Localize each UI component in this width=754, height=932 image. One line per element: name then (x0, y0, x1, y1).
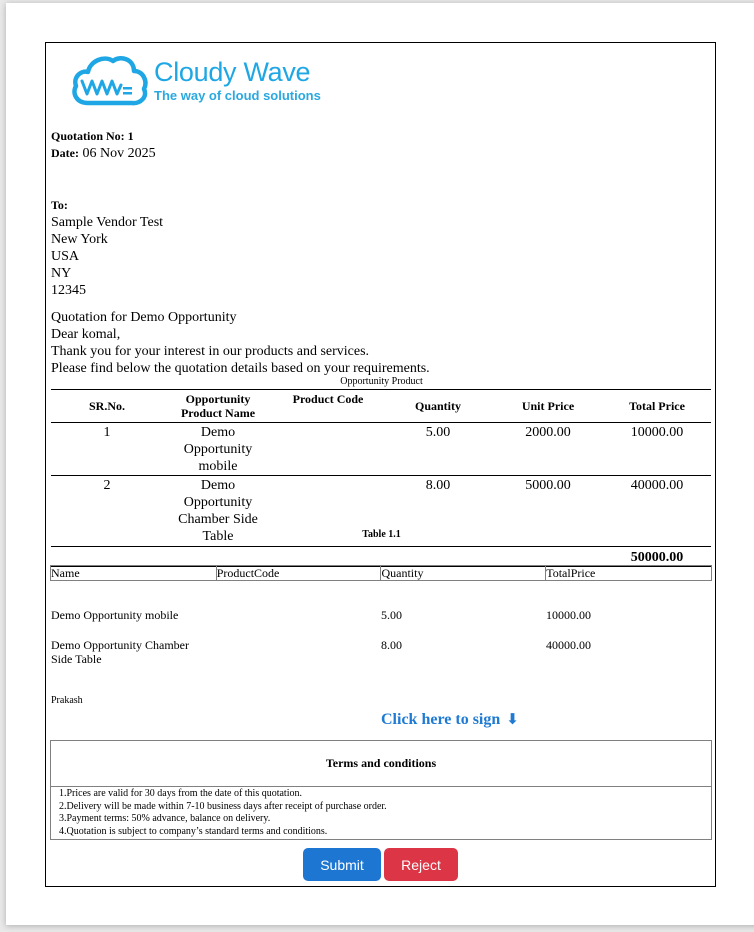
cell-product-name: Demo Opportunity Chamber Side Table (178, 478, 258, 544)
summary-row-2-quantity: 8.00 (381, 638, 402, 652)
brand-tagline: The way of cloud solutions (154, 88, 321, 103)
summary-row-2-name: Demo Opportunity Chamber Side Table (51, 638, 189, 666)
cell-sr-no: 1 (103, 425, 111, 440)
company-logo (70, 51, 321, 111)
terms-item: 2.Delivery will be made within 7-10 business days after receipt of purchase order. (59, 800, 387, 812)
greeting: Dear komal, (51, 327, 121, 342)
brand-name: Cloudy Wave (154, 57, 311, 87)
recipient-label: To: (51, 198, 68, 212)
summary-header-name: Name (51, 566, 217, 581)
header-sr-no: SR.No. (88, 399, 125, 413)
header-product-code: Product Code (292, 392, 364, 406)
table-label: Table 1.1 (362, 529, 401, 540)
header-total-price: Total Price (629, 399, 685, 413)
summary-row-1-name: Demo Opportunity mobile (51, 608, 179, 622)
quotation-number-value: 1 (127, 129, 134, 143)
recipient-zip: 12345 (51, 283, 86, 298)
table-row (51, 423, 711, 476)
terms-and-conditions (50, 740, 712, 840)
summary-header-quantity: Quantity (381, 566, 546, 581)
cloud-wave-logo-icon (70, 51, 150, 111)
grand-total-row (51, 547, 711, 567)
recipient-state: NY (51, 266, 72, 281)
quotation-date (51, 145, 156, 162)
quotation-number (51, 129, 134, 144)
product-table (51, 389, 711, 567)
grand-total: 50000.00 (630, 550, 684, 565)
terms-item: 1.Prices are valid for 30 days from the date of this quotation. (59, 788, 302, 799)
cell-product-name: Demo Opportunity mobile (183, 425, 253, 474)
cell-quantity: 5.00 (425, 425, 451, 440)
recipient-name: Sample Vendor Test (51, 215, 164, 230)
product-table-caption: Opportunity Product (340, 376, 423, 387)
terms-list (51, 787, 711, 839)
header-quantity: Quantity (414, 399, 461, 413)
sign-link-label: Click here to sign (381, 711, 501, 728)
recipient-country: USA (51, 249, 80, 264)
intro-line-1: Thank you for your interest in our products and services. (51, 344, 370, 359)
intro-text (51, 309, 430, 377)
reject-button[interactable]: Reject (384, 848, 458, 881)
submit-button[interactable]: Submit (303, 848, 381, 881)
cell-unit-price: 2000.00 (525, 425, 571, 440)
arrow-down-icon: ⬇ (506, 710, 519, 728)
summary-header-total-price: TotalPrice (546, 566, 712, 581)
quotation-date-label: Date: (51, 146, 79, 160)
cell-total-price: 10000.00 (630, 425, 684, 440)
cell-product-code (273, 423, 383, 476)
summary-row-1-total: 10000.00 (546, 608, 591, 622)
terms-item: 3.Payment terms: 50% advance, balance on delivery. (59, 813, 271, 824)
quotation-subject: Quotation for Demo Opportunity (51, 310, 237, 325)
cell-total-price: 40000.00 (630, 478, 684, 493)
summary-table-header (50, 565, 712, 581)
header-unit-price: Unit Price (521, 399, 575, 413)
summary-header-product-code: ProductCode (216, 566, 381, 581)
product-table-header (51, 390, 711, 423)
header-product-name: Opportunity Product Name (180, 392, 256, 420)
click-to-sign-link[interactable] (381, 710, 519, 729)
recipient-address (51, 197, 163, 299)
quotation-date-value: 06 Nov 2025 (82, 146, 156, 161)
terms-item: 4.Quotation is subject to company’s standard terms and conditions. (59, 825, 328, 837)
recipient-city: New York (51, 232, 108, 247)
quotation-number-label: Quotation No: (51, 129, 125, 143)
terms-title: Terms and conditions (51, 741, 711, 787)
summary-row-2-total: 40000.00 (546, 638, 591, 652)
cell-quantity: 8.00 (425, 478, 451, 493)
cell-unit-price: 5000.00 (525, 478, 571, 493)
cell-sr-no: 2 (103, 478, 111, 493)
quotation-document (45, 42, 716, 887)
summary-row-1-quantity: 5.00 (381, 608, 402, 622)
intro-line-2: Please find below the quotation details based on your requirements. (51, 361, 430, 376)
signatory-name: Prakash (51, 695, 83, 706)
